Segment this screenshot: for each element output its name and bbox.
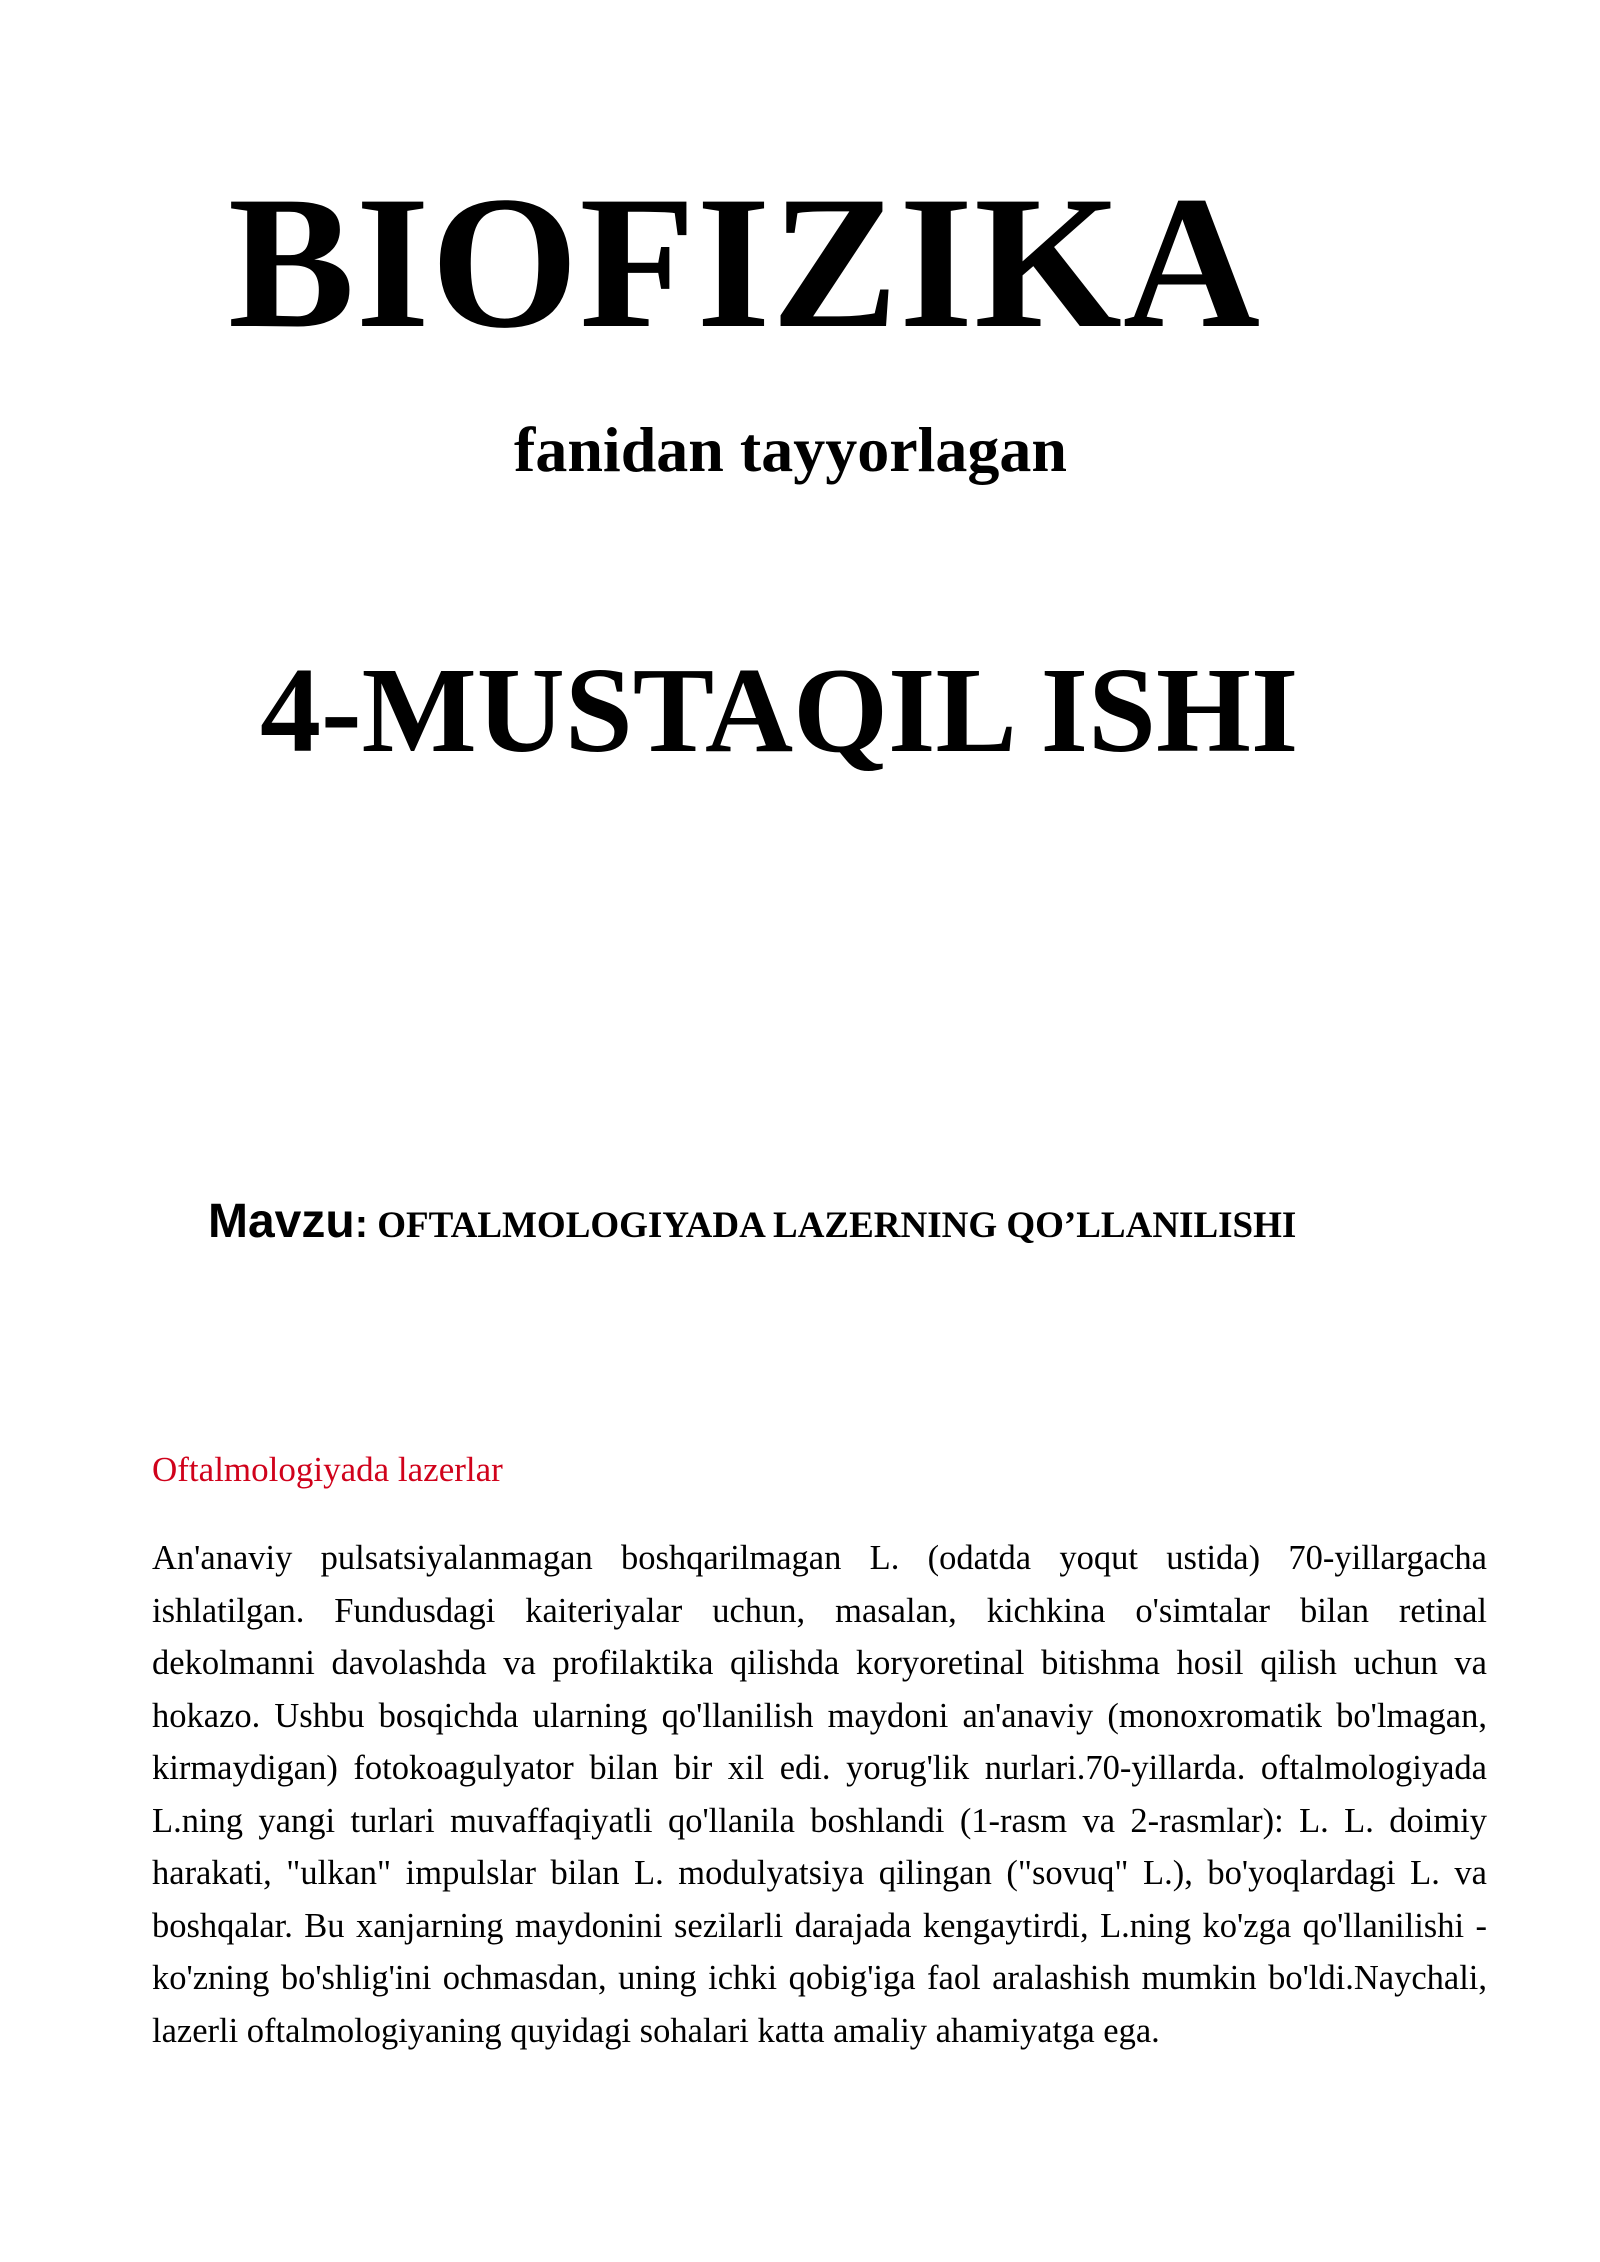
section-heading: Oftalmologiyada lazerlar [152, 1450, 503, 1489]
topic-line [208, 1195, 1297, 1248]
topic-label: Mavzu [208, 1195, 355, 1248]
topic-colon: : [354, 1202, 369, 1246]
topic-value: OFTALMOLOGIYADA LAZERNING QO’LLANILISHI [368, 1205, 1297, 1246]
work-title: 4-MUSTAQIL ISHI [260, 643, 1299, 778]
document-title: BIOFIZIKA [228, 158, 1262, 368]
document-subtitle: fanidan tayyorlagan [514, 414, 1067, 485]
body-paragraph: An'anaviy pulsatsiyalanmagan boshqarilmagan L. (odatda yoqut ustida) 70-yillargacha ishlatilgan. Fundusdagi kaiteriyalar uchun, masalan, kichkina o'simtalar bilan retinal dekolmanni davolashda va profilaktika qilishda koryoretinal bitishma hosil qilish uchun va hokazo. Ushbu bosqichda ularning qo'llanilish maydoni an'anaviy (monoxromatik bo'lmagan, kirmaydigan) fotokoagulyator bilan bir xil edi. yorug'lik nurlari.70-yillarda. oftalmologiyada L.ning yangi turlari muvaffaqiyatli qo'llanila boshlandi (1-rasm va 2-rasmlar): L. L. doimiy harakati, "ulkan" impulslar bilan L. modulyatsiya qilingan ("sovuq" L.), bo'yoqlardagi L. va boshqalar. Bu xanjarning maydonini sezilarli darajada kengaytirdi, L.ning ko'zga qo'llanilishi - ko'zning bo'shlig'ini ochmasdan, uning ichki qobig'iga faol aralashish mumkin bo'ldi.Naychali, lazerli oftalmologiyaning quyidagi sohalari katta amaliy ahamiyatga ega. [152, 1539, 1487, 2050]
